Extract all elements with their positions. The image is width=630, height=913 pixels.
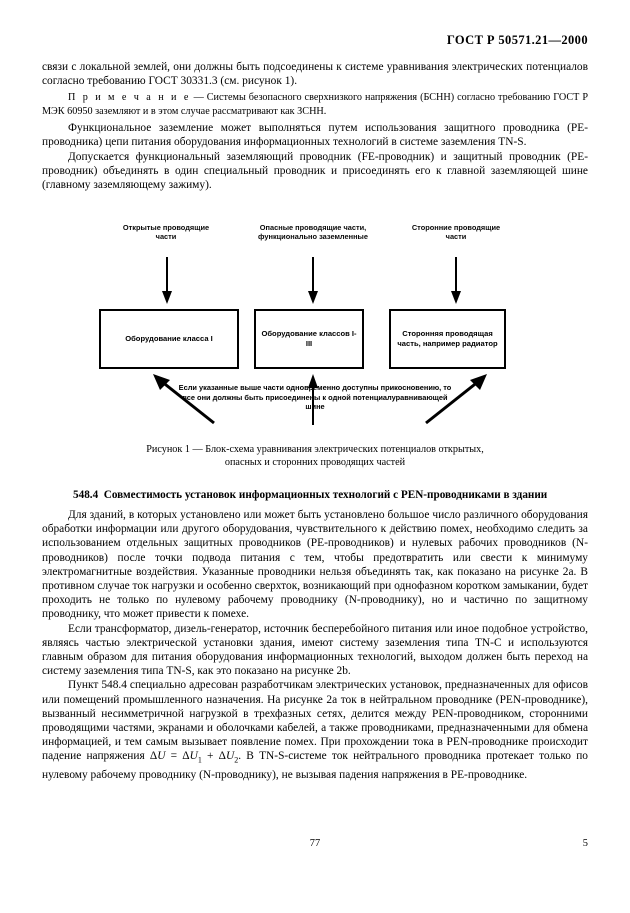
figure-box-label: Оборудование классов I-III: [261, 329, 357, 348]
figure-top-label-exposed: Открытые проводящие части: [122, 223, 210, 242]
standard-header: ГОСТ Р 50571.21—2000: [446, 33, 588, 47]
page-number-center: 77: [309, 838, 321, 849]
note-dash: —: [190, 92, 207, 104]
paragraph-fe-pe-combination: Допускается функциональный заземляющий проводник (FЕ-проводник) и защитный проводник (РЕ-проводник) объединять в один специальный проводник и присоединять его к главной заземляющей шине (главному заземляющему зажиму).: [42, 150, 588, 192]
figure-caption-line-1: Рисунок 1 — Блок-схема уравнивания электрических потенциалов открытых,: [146, 444, 484, 455]
paragraph-buildings-it-equipment: Для зданий, в которых установлено или может быть установлено большое число различного оборудования обработки информации или другого оборудования, чувствительного к действию помех, необходимо следить за использованием отдельных защитных проводников (РЕ-проводников) и нулевых рабочих проводников (N-проводников) после точки подвода питания с тем, чтобы предотвратить или свести к минимуму электромагнитные воздействия. Указанные проводники нельзя объединять так, как показано на рисунке 2a. В противном случае ток нагрузки и особенно сверхток, возникающий при однофазном коротком замыкании, будет проходить не только по нулевому рабочему проводнику (N-проводнику), но и частично по защитному проводнику, что может привести к помехе.: [42, 509, 588, 621]
section-number: 548.4: [73, 489, 99, 501]
figure-top-label-extraneous: Сторонние проводящие части: [411, 223, 501, 242]
paragraph-transformer-tn-c: Если трансформатор, дизель-генератор, источник бесперебойного питания или иное подобное устройство, являясь частью электрической установки здания, имеют систему заземления типа TN-C и используются главным образом для питания оборудования информационных технологий, выходом должен быть переход на систему заземления типа TN-S, как это показано на рисунке 2b.: [42, 622, 588, 678]
figure-box-extraneous-part: [389, 309, 506, 369]
figure-caption-line-2: опасных и сторонних проводящих частей: [224, 457, 406, 468]
paragraph-continuation: связи с локальной землей, они должны быть подсоединены к системе уравнивания электрических потенциалов согласно требованию ГОСТ 30331.3 (см. рисунок 1).: [42, 61, 588, 88]
note-label: П р и м е ч а н и е: [68, 92, 191, 104]
figure-box-label: Сторонняя проводящая часть, например радиатор: [397, 329, 498, 348]
voltage-drop-formula: $\Delta U = \Delta U_1 + \Delta U_2$.: [149, 750, 242, 765]
note-text: Системы безопасного сверхнизкого напряжения (БСНН) согласно требованию ГОСТ Р МЭК 60950 заземляют и в этом случае рассматривают как ЗСНН.: [42, 92, 589, 117]
figure-arrow-down-middle: [302, 257, 324, 305]
figure-arrow-down-right: [445, 257, 467, 305]
note-block: [42, 91, 588, 118]
figure-box-class-1-3-equipment: [254, 309, 364, 369]
final-paragraph-part-1: Пункт 548.4 специально адресован разработчикам электрических установок, предназначенных для офисов или помещений промышленного назначения. На рисунке 2a ток в нейтральном проводнике (PEN-проводнике), вызванный несимметричной нагрузкой в трехфазных сетях, делится между PEN-проводником, сторонними проводящими частями, экранами и оболочками кабелей, а также проводниками, предназначенными для обмена информацией, и тем самым вызывает появление помех. При прохождении тока в PEN-проводнике происходит падение напряжения: [42, 679, 588, 763]
figure-box-label: Оборудование класса I: [125, 334, 213, 343]
figure-1: [42, 215, 588, 470]
lower-text-block: [42, 508, 588, 782]
page-number-right: 5: [582, 838, 588, 849]
figure-arrow-down-left: [156, 257, 178, 305]
paragraph-clause-548-4-explanation: [42, 678, 588, 782]
figure-note-text: Если указанные выше части одновременно доступны прикосновению, то все они должны быть присоединены к одной потенциалуравнивающей шине: [178, 383, 452, 412]
section-title: Совместимость установок информационных технологий с PEN-проводниками в здании: [103, 489, 548, 501]
section-heading: [73, 488, 588, 502]
figure-caption: [42, 443, 588, 469]
paragraph-functional-earthing: Функциональное заземление может выполняться путем использования защитного проводника (РЕ-проводника) цепи питания оборудования информационных технологий в системе заземления TN-S.: [42, 122, 588, 149]
figure-top-label-hazardous: Опасные проводящие части, функционально заземленные: [258, 223, 368, 242]
final-paragraph-part-2: В TN-S-системе ток нейтрального проводника протекает только по нулевому рабочему проводнику (N-проводнику), не вызывая падения напряжения в РЕ-проводнике.: [42, 750, 588, 781]
figure-box-class-1-equipment: [99, 309, 239, 369]
top-text-block: [42, 60, 588, 192]
